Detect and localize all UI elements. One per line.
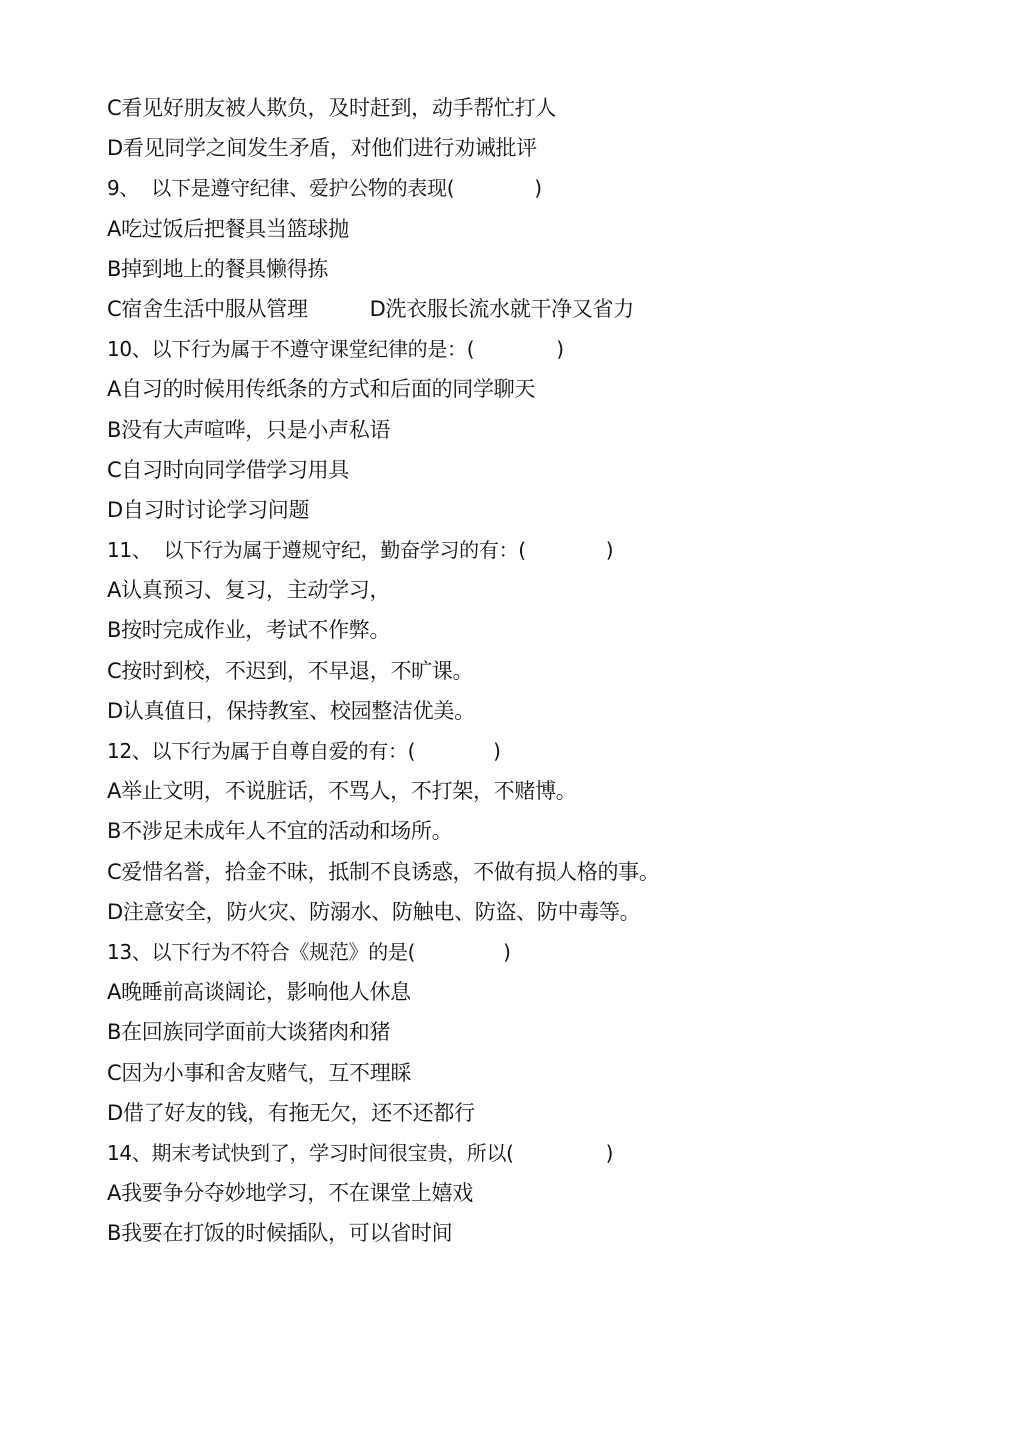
- question-stem: [107, 731, 927, 771]
- question-text: 11、 以下行为属于遵规守纪，勤奋学习的有：(: [107, 538, 526, 563]
- option-text: D洗衣服长流水就干净又省力: [369, 296, 634, 321]
- question-close-paren: ): [534, 176, 542, 201]
- question-close-paren: ): [493, 739, 501, 763]
- option-text: C按时到校，不迟到，不早退，不旷课。: [107, 658, 474, 683]
- question-close-paren: ): [605, 538, 614, 563]
- option-text: D借了好友的钱，有拖无欠，还不还都行: [107, 1100, 475, 1125]
- question-stem: [107, 530, 927, 570]
- option-text: A自习的时候用传纸条的方式和后面的同学聊天: [107, 377, 536, 402]
- option-text: D看见同学之间发生矛盾，对他们进行劝诫批评: [107, 136, 537, 161]
- option-text: B我要在打饭的时候插队，可以省时间: [107, 1221, 453, 1246]
- question-text: 9、 以下是遵守纪律、爱护公物的表现(: [107, 176, 455, 201]
- option-text: B在回族同学面前大谈猪肉和猪: [107, 1020, 391, 1045]
- question-stem: [107, 168, 927, 208]
- option-text: A认真预习、复习，主动学习，: [107, 578, 391, 603]
- option-text: B没有大声喧哗，只是小声私语: [107, 417, 391, 442]
- option-text: B掉到地上的餐具懒得拣: [107, 256, 329, 281]
- option-text: C看见好朋友被人欺负，及时赶到，动手帮忙打人: [107, 96, 557, 120]
- question-stem: [107, 329, 927, 369]
- question-list: [107, 88, 927, 1253]
- option-text: A举止文明，不说脏话，不骂人，不打架，不赌博。: [107, 779, 577, 804]
- option-text: A晚睡前高谈阔论，影响他人休息: [107, 980, 411, 1005]
- question-text: 10、以下行为属于不遵守课堂纪律的是：(: [107, 337, 475, 362]
- option-text: A我要争分夺妙地学习，不在课堂上嬉戏: [107, 1181, 473, 1206]
- option-text: D认真值日，保持教室、校园整洁优美。: [107, 698, 475, 723]
- option-text: C宿舍生活中服从管理: [107, 296, 308, 321]
- option-row: [107, 289, 927, 329]
- option-text: C因为小事和舍友赌气，互不理睬: [107, 1060, 412, 1085]
- option-text: D注意安全，防火灾、防溺水、防触电、防盗、防中毒等。: [107, 899, 641, 924]
- question-text: 12、以下行为属于自尊自爱的有：(: [107, 739, 416, 763]
- question-text: 14、期末考试快到了，学习时间很宝贵，所以(: [107, 1140, 514, 1165]
- option-text: B不涉足未成年人不宜的活动和场所。: [107, 819, 453, 844]
- option-text: B按时完成作业，考试不作弊。: [107, 618, 391, 643]
- option-text: C自习时向同学借学习用具: [107, 457, 350, 482]
- option-text: A吃过饭后把餐具当篮球抛: [107, 216, 349, 241]
- option-text: C爱惜名誉，拾金不昧，抵制不良诱惑，不做有损人格的事。: [107, 859, 660, 884]
- question-close-paren: ): [605, 1140, 614, 1165]
- question-text: 13、以下行为不符合《规范》的是(: [107, 939, 416, 964]
- question-close-paren: ): [556, 337, 564, 362]
- question-stem: [107, 932, 927, 972]
- question-close-paren: ): [503, 939, 511, 964]
- question-stem: [107, 1133, 927, 1173]
- option-text: D自习时讨论学习问题: [107, 497, 310, 522]
